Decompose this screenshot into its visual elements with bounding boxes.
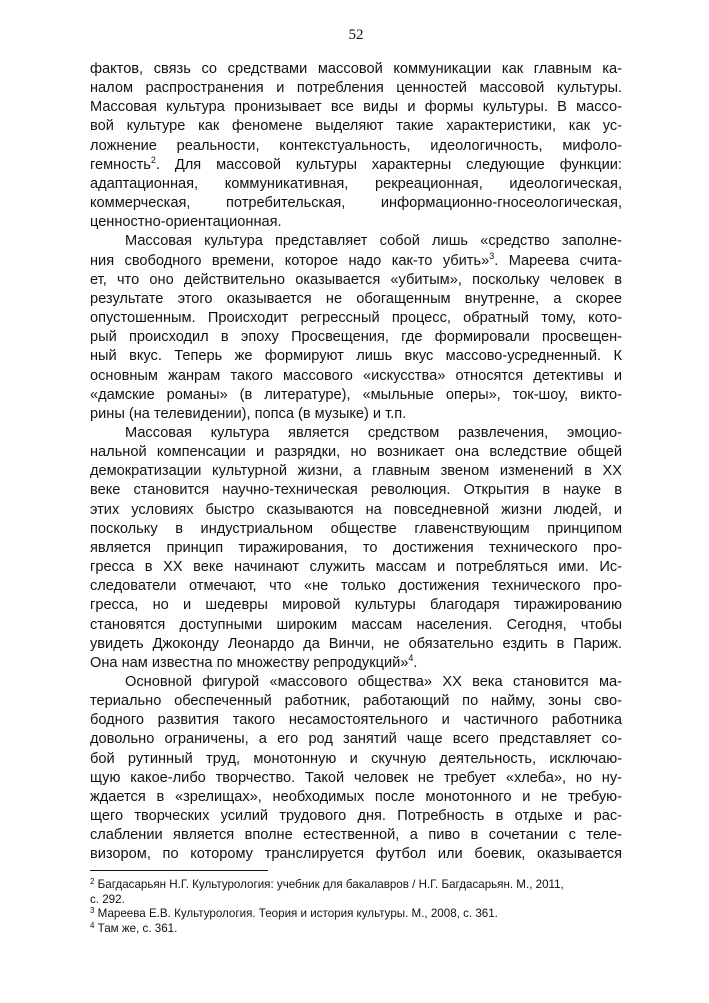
text-line: ния свободного времени, которое надо как-то убить»$^3$. Мареева счита-: [90, 250, 623, 269]
text-line: ный вкус. Теперь же формируют лишь вкус массово-усредненный. К: [90, 348, 622, 365]
footnote-4: [90, 922, 622, 937]
text-line: следователи отмечают, что «не только достижения технического про-: [90, 578, 622, 595]
text-line: довольно ограничены, а его род занятий чаще всего представляет со-: [90, 731, 622, 748]
text-line: опустошенным. Происходит регрессный процесс, обратный тому, кото-: [90, 310, 622, 327]
text-line: Массовая культура представляет собой лишь «средство заполне-: [125, 233, 622, 250]
paragraph-3: [90, 424, 622, 673]
paragraph-1: [90, 60, 622, 232]
text-line: ложнение реальности, контекстуальность, идеологичность, мифоло-: [90, 137, 622, 154]
text-line: поскольку в индустриальном обществе главенствующим принципом: [90, 520, 622, 537]
text-line: Массовая культура пронизывает все виды и формы культуры. В массо-: [90, 99, 622, 116]
text-line: является принцип тиражирования, то достижения технического про-: [90, 539, 622, 556]
page-number: 52: [348, 27, 364, 43]
text-line: визором, по которому транслируется футбол или боевик, оказывается: [90, 846, 622, 863]
text-line: гресса в XX веке начинают служить массам и потребляться ими. Ис-: [90, 559, 622, 576]
paragraph-2: [90, 232, 622, 424]
footnote-3: [90, 907, 622, 922]
text-line: веке становится научно-техническая революция. Открытия в науке в: [90, 482, 622, 499]
text-line: Она нам известна по множеству репродукций»$^4$.: [90, 652, 418, 671]
text-line: слаблении является вполне естественной, а пиво в сочетании с теле-: [90, 827, 622, 844]
text-line: результате этого оказывается не обогащенным внутренне, а скорее: [90, 290, 622, 307]
text-line: щую какое-либо творчество. Такой человек не требует «хлеба», но ну-: [90, 769, 622, 786]
document-page: [90, 0, 622, 1003]
text-line: становятся доступными широким массам населения. Сегодня, чтобы: [90, 616, 622, 633]
text-line: рый происходил в эпоху Просвещения, где формировали просвещен-: [90, 329, 622, 346]
text-line: гемность$^2$. Для массовой культуры характерны следующие функции:: [90, 154, 622, 173]
footnote-line: $^2$ Багдасарьян Н.Г. Культурология: учебник для бакалавров / Н.Г. Багдасарьян. М., 2011,: [90, 877, 564, 891]
footnote-line: с. 292.: [90, 892, 125, 906]
text-line: этих условиях быстро сказываются на повседневной жизни людей, и: [90, 501, 622, 518]
text-line: териально обеспеченный работник, работающий по найму, зоны сво-: [90, 693, 622, 710]
footnote-mark: 2: [90, 877, 95, 886]
paragraph-4: [90, 673, 622, 865]
footnote-mark: 3: [90, 906, 95, 915]
footnote-line: $^3$ Мареева Е.В. Культурология. Теория и история культуры. М., 2008, с. 361.: [90, 906, 498, 920]
text-line: налом распространения и потребления ценностей массовой культуры.: [90, 80, 622, 97]
footnote-mark: 4: [90, 920, 95, 930]
text-line: фактов, связь со средствами массовой коммуникации как главным ка-: [90, 61, 622, 77]
footnote-2: [90, 878, 622, 907]
text-line: щего творческих усилий трудового дня. Потребность в отдыхе и рас-: [90, 808, 622, 825]
footnotes: [90, 878, 622, 936]
text-line: «дамские романы» (в литературе), «мыльные оперы», ток-шоу, викто-: [90, 386, 622, 403]
text-line: увидеть Джоконду Леонардо да Винчи, не обязательно ездить в Париж.: [90, 635, 622, 652]
text-line: адаптационная, коммуникативная, рекреационная, идеологическая,: [90, 175, 622, 192]
text-line: бодного развития такого несамостоятельного и частичного работника: [90, 712, 622, 729]
text-line: ценностно-ориентационная.: [90, 214, 282, 231]
text-line: нальной компенсации и разрядки, но возникает она вследствие общей: [90, 444, 622, 461]
text-line: вой культуре как феномене выделяют такие характеристики, как ус-: [90, 118, 622, 135]
text-line: гресса, но и шедевры мировой культуры благодаря тиражированию: [90, 597, 622, 614]
text-line: основным жанрам такого массового «искусства» относятся детективы и: [90, 367, 622, 384]
text-line: ет, что оно действительно оказывается «убитым», поскольку человек в: [90, 271, 622, 288]
text-line: бой рутинный труд, монотонную и скучную деятельность, исключаю-: [90, 750, 622, 767]
text-line: рины (на телевидении), попса (в музыке) и т.п.: [90, 405, 407, 422]
text-line: ждается в «зрелищах», необходимых после монотонного и не требую-: [90, 788, 622, 805]
text-line: коммерческая, потребительская, информационно-гносеологическая,: [90, 195, 622, 212]
body-text: [90, 60, 622, 865]
text-line: демократизации культурной жизни, а главным звеном изменений в XX: [90, 463, 622, 480]
text-line: Массовая культура является средством развлечения, эмоцио-: [125, 424, 622, 441]
text-line: Основной фигурой «массового общества» XX века становится ма-: [125, 674, 622, 690]
footnote-line: $^4$ Там же, с. 361.: [90, 920, 178, 935]
footnote-divider: [90, 870, 268, 871]
